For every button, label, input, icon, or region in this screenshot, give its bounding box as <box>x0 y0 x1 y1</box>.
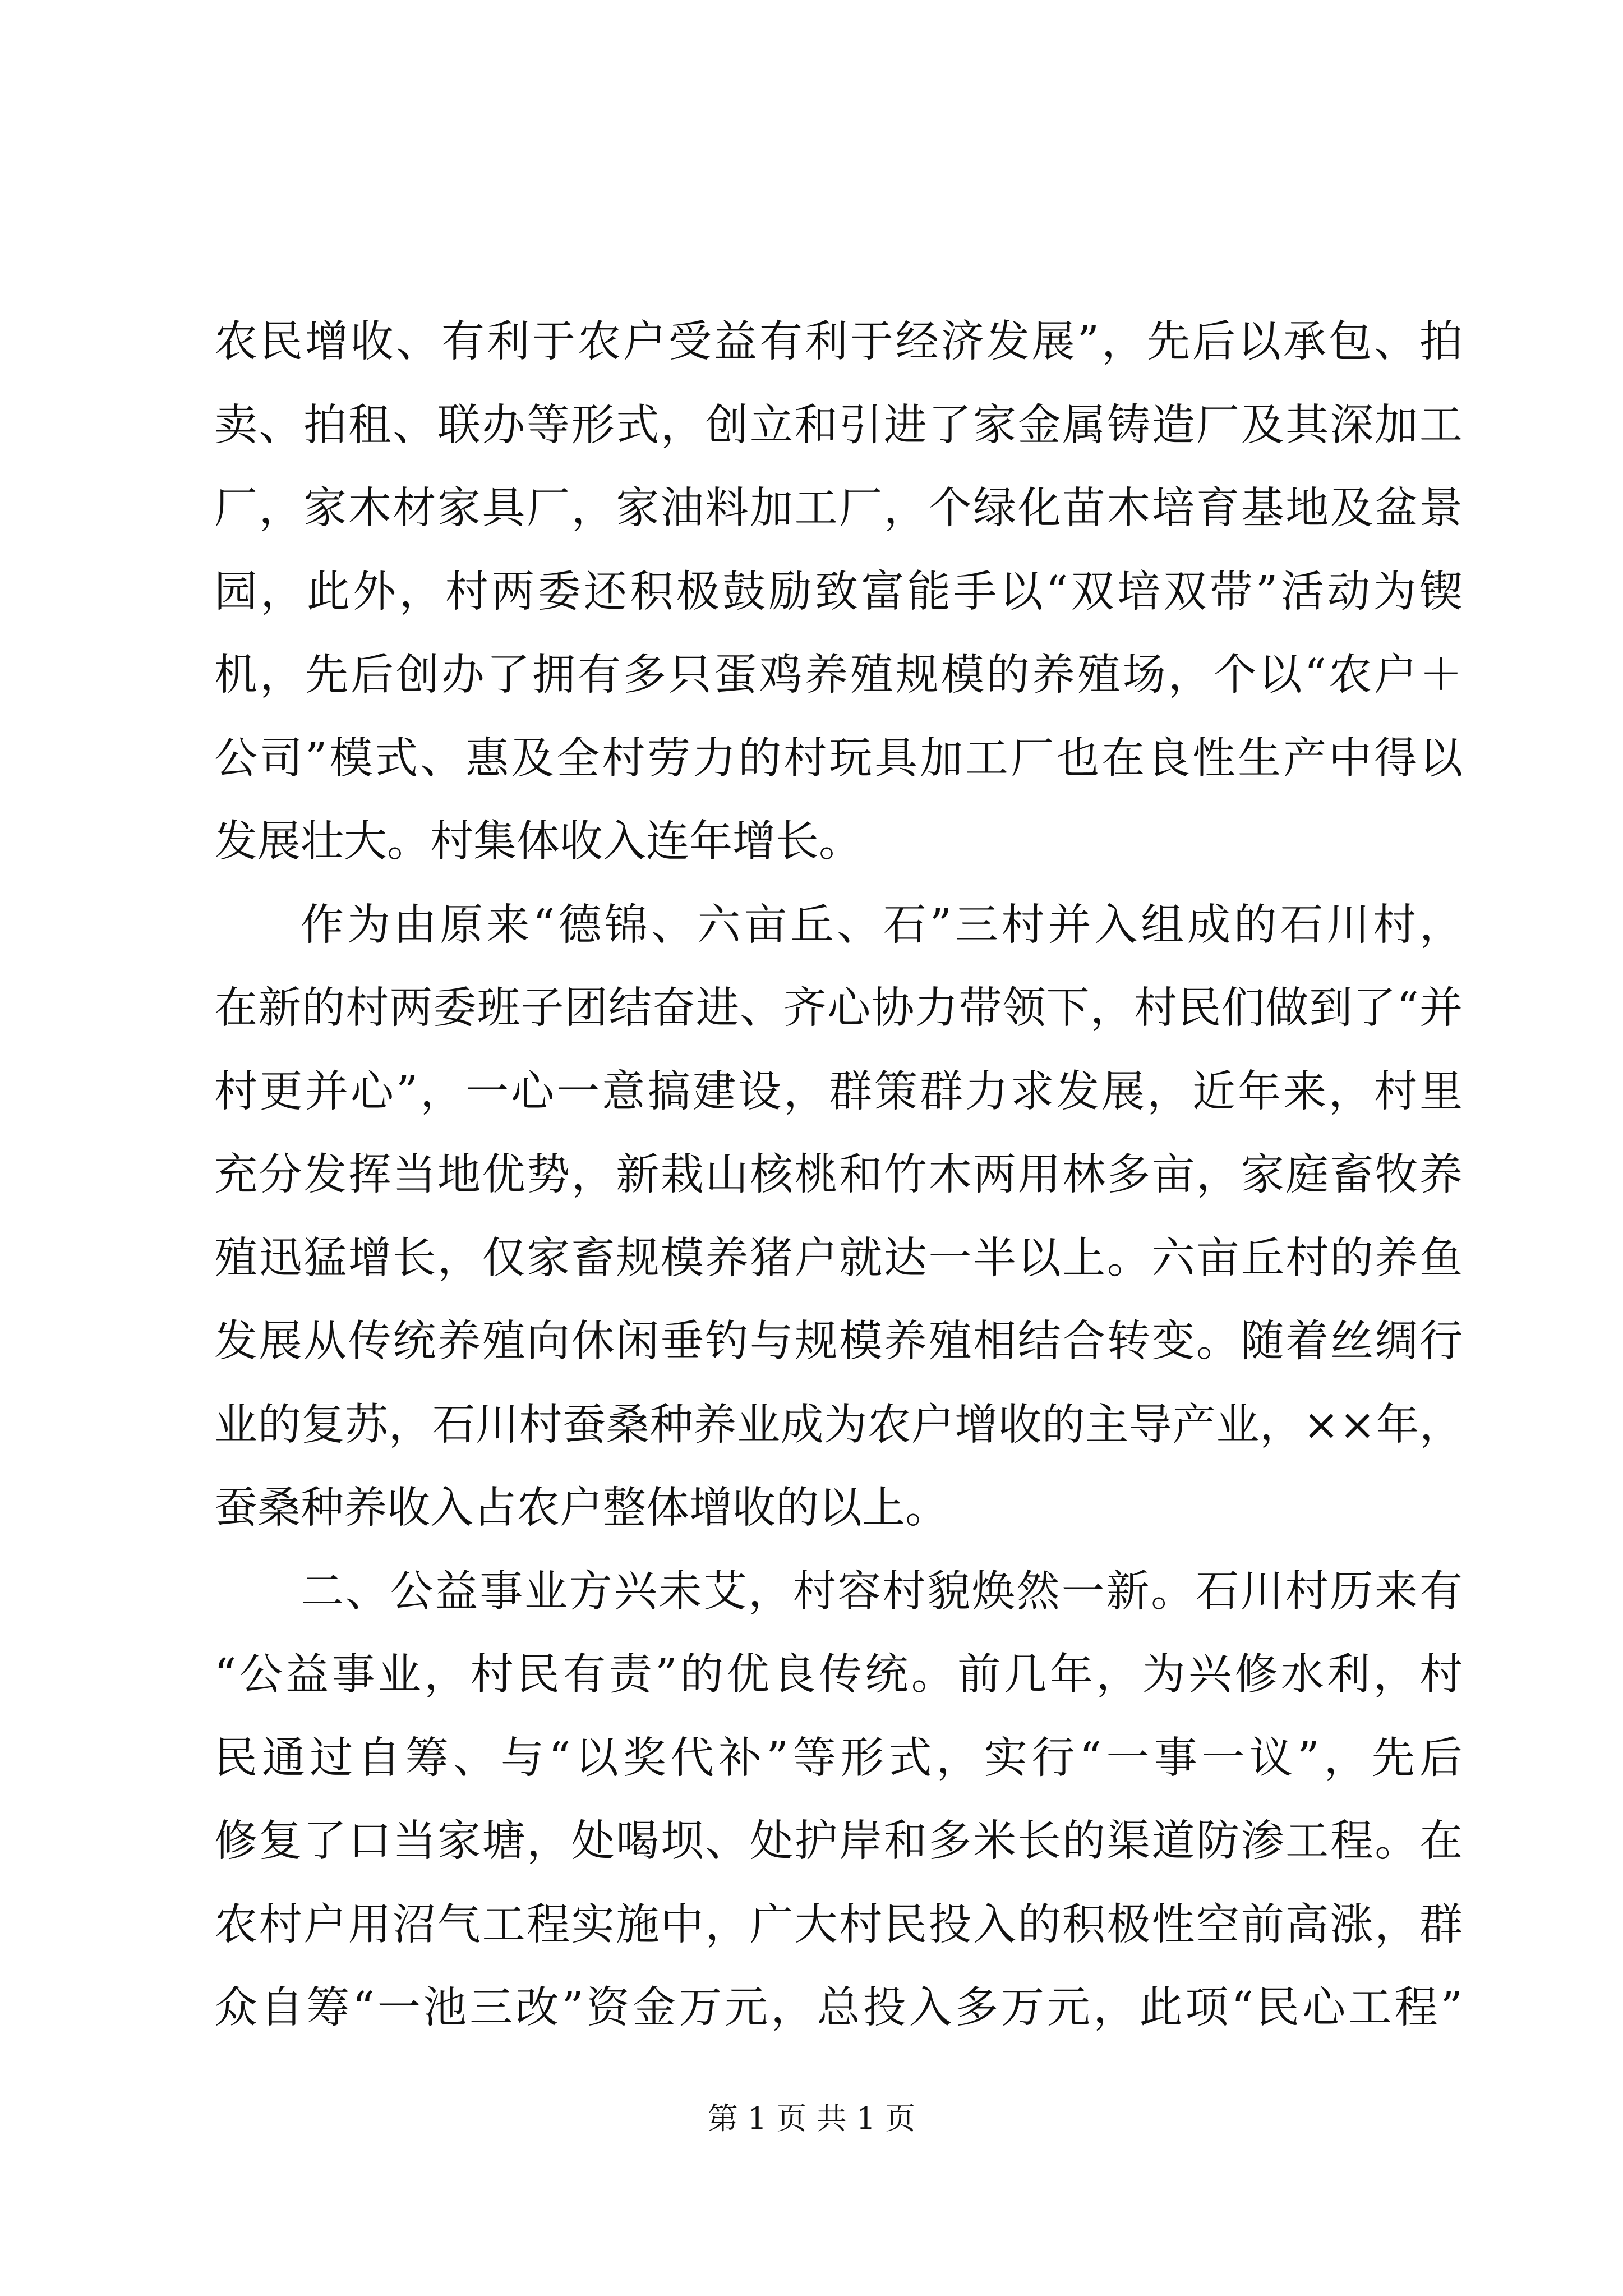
text-line: 村更并心”，一心一意搞建设，群策群力求发展，近年来，村里 <box>214 1066 1463 1117</box>
text-line: 充分发挥当地优势，新栽山核桃和竹木两用林多亩，家庭畜牧养 <box>214 1150 1463 1200</box>
text-line: “公益事业，村民有责”的优良传统。前几年，为兴修水利，村 <box>214 1650 1463 1700</box>
text-line: 二、公益事业方兴未艾，村容村貌焕然一新。石川村历来有 <box>301 1566 1463 1617</box>
text-line: 厂，家木材家具厂，家油料加工厂，个绿化苗木培育基地及盆景 <box>214 484 1463 533</box>
text-line: 发展壮大。村集体收入连年增长。 <box>214 817 862 867</box>
document-body <box>214 301 1463 2050</box>
paragraph-1 <box>214 301 1463 884</box>
text-line: 修复了口当家塘，处喝坝、处护岸和多米长的渠道防渗工程。在 <box>214 1816 1463 1866</box>
paragraph-2 <box>214 884 1463 1550</box>
text-line: 作为由原来“德锦、六亩丘、石”三村并入组成的石川村， <box>301 900 1463 950</box>
text-line: 机，先后创办了拥有多只蛋鸡养殖规模的养殖场，个以“农户＋ <box>214 650 1463 700</box>
paragraph-3 <box>214 1550 1463 2050</box>
text-line: 农民增收、有利于农户受益有利于经济发展”，先后以承包、拍 <box>214 317 1463 367</box>
text-line: 卖、拍租、联办等形式，创立和引进了家金属铸造厂及其深加工 <box>214 400 1463 450</box>
text-line: 在新的村两委班子团结奋进、齐心协力带领下，村民们做到了“并 <box>214 983 1463 1033</box>
text-line: 发展从传统养殖向休闲垂钓与规模养殖相结合转变。随着丝绸行 <box>214 1317 1463 1366</box>
text-line: 众自筹“一池三改”资金万元，总投入多万元，此项“民心工程” <box>214 1983 1463 2033</box>
text-line: 公司”模式、惠及全村劳力的村玩具加工厂也在良性生产中得以 <box>214 733 1463 784</box>
page-number-footer: 第 1 页 共 1 页 <box>707 2101 916 2136</box>
text-line: 民通过自筹、与“以奖代补”等形式，实行“一事一议”，先后 <box>214 1733 1463 1783</box>
text-line: 园，此外，村两委还积极鼓励致富能手以“双培双带”活动为锲 <box>214 567 1463 617</box>
text-line: 农村户用沼气工程实施中，广大村民投入的积极性空前高涨，群 <box>214 1899 1463 1950</box>
text-line: 蚕桑种养收入占农户整体增收的以上。 <box>214 1483 948 1533</box>
text-line: 业的复苏，石川村蚕桑种养业成为农户增收的主导产业，××年， <box>214 1400 1463 1450</box>
text-line: 殖迅猛增长，仅家畜规模养猪户就达一半以上。六亩丘村的养鱼 <box>214 1233 1463 1283</box>
